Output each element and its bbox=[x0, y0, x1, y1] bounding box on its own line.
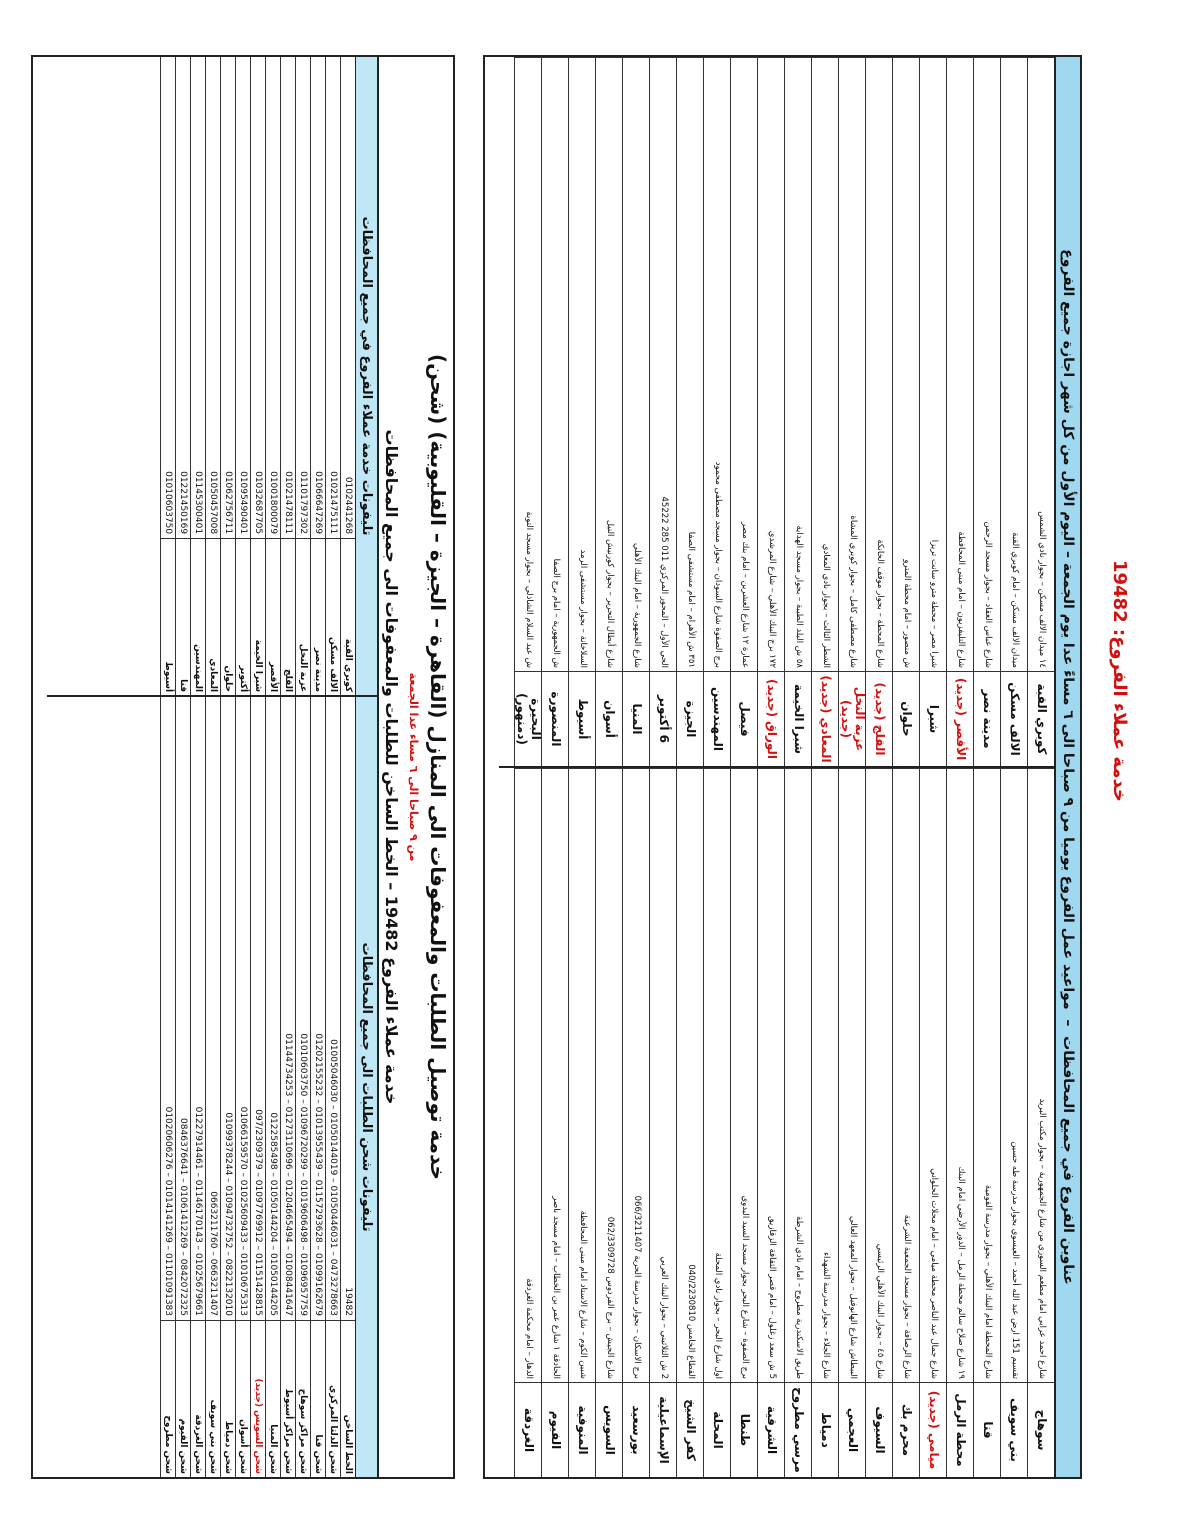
shipping-phone-row bbox=[175, 697, 190, 1477]
shipping-phone-row bbox=[190, 697, 205, 1477]
branch-name: 6 أكتوبر bbox=[649, 671, 676, 766]
shipping-phones-title: تليفونات شحن الطلبات الى جميع المحافظات bbox=[355, 697, 377, 1477]
phone-label: المعادي bbox=[206, 538, 220, 695]
phone-label: كوبري القبة bbox=[341, 538, 355, 695]
branch-address: شارع أبطال التحرير – بجوار كورنيش النيل bbox=[595, 57, 622, 671]
phone-label: شحن المنيا bbox=[266, 1320, 280, 1477]
shipping-phones-list bbox=[160, 697, 355, 1477]
branch-phones-list bbox=[160, 57, 355, 695]
phone-number: 01050457008 bbox=[208, 471, 218, 535]
branch-name: السيوف bbox=[865, 1382, 892, 1477]
phone-label: شحن قنا bbox=[311, 1320, 325, 1477]
branch-name: الفيوم bbox=[541, 1382, 568, 1477]
branch-address: شارع ٤٥ – بجوار البنك الأهلي الرئيسي bbox=[865, 768, 892, 1382]
branch-address: ١٤ ميدان الالف مسكن – بجوار نادي الشمس bbox=[1027, 57, 1054, 671]
branch-phone-row bbox=[340, 57, 355, 695]
phone-number: 01010603750 – 01096720299 – 01019606498 – 01096957759 bbox=[298, 1033, 308, 1316]
phone-number: 0663211760 – 0663211407 bbox=[208, 1191, 218, 1316]
branch-name: الوراق (جديد) bbox=[757, 671, 784, 766]
branch-phone-row bbox=[265, 57, 280, 695]
shipping-phone-row bbox=[340, 697, 355, 1477]
branch-address: ٥٨ ش البلد الطيبة – بجوار مسجد الهداية bbox=[784, 57, 811, 671]
branch-address: اول شارع البحر – بجوار نادي المحلة bbox=[703, 768, 730, 1382]
phone-label: حلوان bbox=[221, 538, 235, 695]
branch-address: ش الجمهورية – امام برج الصفا bbox=[541, 57, 568, 671]
branch-address: 5 ش سعد زغلول – امام قصر الثقافة الزقازيق bbox=[757, 768, 784, 1382]
delivery-hotline: خدمة عملاء الفروع 19482 – الخط الساخن للطلبات والمعفوفات الى جميع المحافظات bbox=[382, 429, 401, 1105]
phone-number: 01066159570 – 01025609433 – 01010675313 bbox=[238, 1106, 248, 1316]
branch-address: شارع المحطة – بجوار موقف الخانكة bbox=[865, 57, 892, 671]
shipping-phone-row bbox=[265, 697, 280, 1477]
shipping-phones-panel bbox=[31, 55, 455, 1479]
phone-number: 01202155232 – 01013955439 – 01157293628 – 01099162679 bbox=[313, 1033, 323, 1316]
shipping-phone-row bbox=[310, 697, 325, 1477]
phone-label: شحن بني سويف bbox=[206, 1320, 220, 1477]
phone-label: أكتوبر bbox=[236, 538, 250, 695]
branch-name: سوهاج bbox=[1027, 1382, 1054, 1477]
phone-number: 0102441268 bbox=[343, 476, 353, 535]
branch-phone-row bbox=[190, 57, 205, 695]
branch-address: القطاع الخامس 040/2230810 bbox=[676, 768, 703, 1382]
branch-name: المهندسين bbox=[703, 671, 730, 766]
branch-address: السلاخانة – بجوار مستشفى الرمد bbox=[568, 57, 595, 671]
branch-address: ش عبد السلام الشاذلي – بجوار مسجد التوبة bbox=[514, 57, 541, 671]
delivery-note: من ٩ صباحا الى ٦ مساء عدا الجمعة bbox=[407, 672, 420, 862]
branches-right-table bbox=[499, 766, 1054, 1477]
branch-name: مرسي مطروح bbox=[784, 1382, 811, 1477]
branch-phone-row bbox=[325, 57, 340, 695]
branch-name: بني سويف bbox=[1000, 1382, 1027, 1477]
branch-phone-row bbox=[280, 57, 295, 695]
branch-phone-row bbox=[205, 57, 220, 695]
branch-address: شبرا مصر – محطة مترو سانت تريزا bbox=[919, 57, 946, 671]
branch-name: دمياط bbox=[811, 1382, 838, 1477]
branch-phone-row bbox=[160, 57, 175, 695]
branch-name: المنيا bbox=[622, 671, 649, 766]
shipping-phone-row bbox=[325, 697, 340, 1477]
branch-name: المحلة bbox=[703, 1382, 730, 1477]
branch-addresses-title: عناوين الفروع في جميع المحافظات bbox=[1060, 1036, 1076, 1285]
branch-address: 2 ش الثلاثيني – بجوار البنك العربي bbox=[649, 768, 676, 1382]
branch-address: الشطر الثالث – بجوار نادي المعادي bbox=[811, 57, 838, 671]
phone-number: 01010603750 bbox=[163, 471, 173, 535]
phone-number: 01145300401 bbox=[193, 471, 203, 535]
branch-name: الالف مسكن bbox=[1000, 671, 1027, 766]
branch-name: الإسماعيلية bbox=[649, 1382, 676, 1477]
phone-number: 01062756711 bbox=[223, 471, 233, 535]
phone-number: 01021478111 bbox=[283, 471, 293, 535]
branch-phone-row bbox=[220, 57, 235, 695]
shipping-phone-row bbox=[220, 697, 235, 1477]
shipping-phone-row bbox=[205, 697, 220, 1477]
shipping-phones-column bbox=[47, 695, 377, 1477]
phone-number: 01099378244 – 01094732752 – 0822132010 bbox=[223, 1112, 233, 1316]
branch-name: شبرا bbox=[919, 671, 946, 766]
branch-address: شارع عباس العقاد – بجوار مسجد الرحمن bbox=[973, 57, 1000, 671]
branch-name: محطة الرمل bbox=[946, 1382, 973, 1477]
branch-name: كفر الشيخ bbox=[676, 1382, 703, 1477]
phone-label: قنا bbox=[176, 538, 190, 695]
phone-label: القلج bbox=[281, 538, 295, 695]
phone-label: الأقصر bbox=[266, 538, 280, 695]
branch-name: المنوفية bbox=[568, 1382, 595, 1477]
branch-address: شارع الرصافة – بجوار مسجد الجمعية الشرعية bbox=[892, 768, 919, 1382]
branch-address: برج الاسكان – بجوار مدرسة الحرية 066/3211407 bbox=[622, 768, 649, 1382]
branch-phone-row bbox=[250, 57, 265, 695]
branch-addresses-panel bbox=[483, 55, 1082, 1479]
branch-address: طريق الاسكندرية مطروح – امام نادي الشرطة bbox=[784, 768, 811, 1382]
branch-name: أسيوط bbox=[568, 671, 595, 766]
phone-number: 01021475111 bbox=[328, 471, 338, 535]
phone-label: شحن الدلتا المركزي bbox=[326, 1320, 340, 1477]
branches-left-table bbox=[499, 57, 1054, 766]
branch-address: الدهار – امام محكمة الغردقة bbox=[514, 768, 541, 1382]
branch-name: المنصورة bbox=[541, 671, 568, 766]
phone-label: شحن أسوان bbox=[236, 1320, 250, 1477]
phone-label: شحن دمياط bbox=[221, 1320, 235, 1477]
branch-phone-row bbox=[295, 57, 310, 695]
branch-name: الأقصر (جديد) bbox=[946, 671, 973, 766]
branch-phone-row bbox=[235, 57, 250, 695]
branch-address: تقسيم 151 ارض عبد الله أحمد – العيسوي بجوار مدرسة طه حسين bbox=[1000, 768, 1027, 1382]
branch-name: الجيزة bbox=[676, 671, 703, 766]
branch-address: ٣٥١ ش الأهرام – امام مستشفى الصفا bbox=[676, 57, 703, 671]
branch-name: حلوان bbox=[892, 671, 919, 766]
phone-number: 01001800079 bbox=[268, 471, 278, 535]
phone-number: 01095490401 bbox=[238, 471, 248, 535]
phone-label: شحن السويس (جديد) bbox=[251, 1320, 265, 1477]
shipping-phone-row bbox=[235, 697, 250, 1477]
branch-address: البيطاش شارع الهانوفيل – بجوار المعهد العالي bbox=[838, 768, 865, 1382]
phone-label: عزبة النخل bbox=[296, 538, 310, 695]
branch-address: ١٩ شارع صلاح سالم محطة الرمل – الدور الأرضي امام البنك bbox=[946, 768, 973, 1382]
phone-number: 01144734253 – 01273110696 – 01204665494 – 01008441647 bbox=[283, 1033, 293, 1316]
branch-name: أسوان bbox=[595, 671, 622, 766]
phone-label: شحن الغردقة bbox=[191, 1320, 205, 1477]
branch-phones-title: تليفونات خدمة عملاء الفروع في جميع المحافظات bbox=[355, 57, 377, 695]
branch-address: ١٧٢ برج البنك الأهلي – شارع المرشدي bbox=[757, 57, 784, 671]
phone-label: المهندسين bbox=[191, 538, 205, 695]
phone-number: 01227914461 – 01146170143 – 01025679661 bbox=[193, 1106, 203, 1316]
branch-address: شارع المحطة امام البنك الأهلي – بجوار مدرسة القومية bbox=[973, 768, 1000, 1382]
branch-address: شارع جمال عبد الناصر محطة ميامي – امام محلات الحلواني bbox=[919, 768, 946, 1382]
branch-name: فيصل bbox=[730, 671, 757, 766]
branch-addresses-banner: عناوين الفروع في جميع المحافظات – مواعيد عمل الفروع يوميا من ٩ صباحا الى ٦ مساءً عدا يوم الجمعة – اليوم الأول من كل شهر اجازة جميع الفروع bbox=[1054, 57, 1080, 1477]
phone-label: أسيوط bbox=[161, 538, 175, 695]
phone-label: الخط الساخن bbox=[341, 1320, 355, 1477]
branch-name: العجمي bbox=[838, 1382, 865, 1477]
branch-address: شارع الجيش – برج الفردوس 062/3309728 bbox=[595, 768, 622, 1382]
branch-address: شارع احمد عرابي امام مطعم السوري من شارع الجمهورية – بجوار مكتب البريد bbox=[1027, 768, 1054, 1382]
branch-name: الشرقية bbox=[757, 1382, 784, 1477]
branch-name: شبرا الخيمة bbox=[784, 671, 811, 766]
branch-address: ميدان الالف مسكن – امام كوبري القبة bbox=[1000, 57, 1027, 671]
phone-number: 01221450169 bbox=[178, 471, 188, 535]
branch-address: ش منصور – امام محطة المترو bbox=[892, 57, 919, 671]
phone-number: 19482 bbox=[343, 1287, 353, 1316]
shipping-phone-row bbox=[280, 697, 295, 1477]
phone-label: شحن مراكز سوهاج bbox=[296, 1320, 310, 1477]
phone-label: الالف مسكن bbox=[326, 538, 340, 695]
phone-number: 01066647269 bbox=[313, 471, 323, 535]
phone-number: 01101797302 bbox=[298, 471, 308, 535]
phone-label: شبرا الخيمة bbox=[251, 538, 265, 695]
branch-name: القلج (جديد) bbox=[865, 671, 892, 766]
phone-label: شحن الفيوم bbox=[176, 1320, 190, 1477]
shipping-phone-row bbox=[160, 697, 175, 1477]
branch-address: الحادقة ١ شارع عمر بن الخطاب – امام مسجد ناصر bbox=[541, 768, 568, 1382]
branch-address: شارع التليفزيون – امام مبنى المحافظة bbox=[946, 57, 973, 671]
branch-phone-row bbox=[310, 57, 325, 695]
branch-name: قنا bbox=[973, 1382, 1000, 1477]
branch-name: المعادي (جديد) bbox=[811, 671, 838, 766]
phone-number: 01032687705 bbox=[253, 471, 263, 535]
customer-service-stamp: خدمة عملاء الفروع: 19482 bbox=[1109, 560, 1130, 802]
working-hours: مواعيد عمل الفروع يوميا من ٩ صباحا الى ٦ مساءً عدا يوم الجمعة – اليوم الأول من كل شهر اجازة جميع الفروع bbox=[1060, 249, 1076, 1010]
phone-label: شحن مراكز أسيوط bbox=[281, 1320, 295, 1477]
branch-name: مدينة نصر bbox=[973, 671, 1000, 766]
branch-name: طنطا bbox=[730, 1382, 757, 1477]
phone-label: مدينة نصر bbox=[311, 538, 325, 695]
branch-address: شارع الجلاء – بجوار مدرسة الشهداء bbox=[811, 768, 838, 1382]
phone-number: 01020606276 – 01014141269 – 01101091383 bbox=[163, 1106, 173, 1316]
branch-name: محرم بك bbox=[892, 1382, 919, 1477]
branch-phone-row bbox=[175, 57, 190, 695]
branch-name: ميامي (جديد) bbox=[919, 1382, 946, 1477]
shipping-phone-row bbox=[295, 697, 310, 1477]
phone-number: 0122585498 – 01050144204 – 01050144205 bbox=[268, 1112, 278, 1316]
branch-name: بورسعيد bbox=[622, 1382, 649, 1477]
branch-phones-column bbox=[47, 57, 377, 695]
branch-name: الغردقة bbox=[514, 1382, 541, 1477]
branch-name: السويس bbox=[595, 1382, 622, 1477]
phone-number: 0846376641 – 01061412269 – 0842072325 bbox=[178, 1118, 188, 1316]
phone-label: شحن مطروح bbox=[161, 1320, 175, 1477]
branch-name: عزبة النخل (جديد) bbox=[838, 671, 865, 766]
branch-address: الحي الأول – المحور المركزي 011 285 45222 bbox=[649, 57, 676, 671]
phone-number: 097/2309379 – 01097769912 – 01151428815 bbox=[253, 1109, 263, 1316]
branch-name: البحيرة (دمنهور) bbox=[514, 671, 541, 766]
delivery-title: خدمة توصيل الطلبات والمعفوفات الى المنازل (القاهرة – الجيزة – القليوبية) (شحن) bbox=[426, 354, 450, 1180]
branch-address: عمارة ١٢ شارع العشرين – امام بنك مصر bbox=[730, 57, 757, 671]
phone-number: 01005046030 – 01050144019 – 01050446031 – 0473278663 bbox=[328, 1039, 338, 1316]
shipping-phone-row bbox=[250, 697, 265, 1477]
branch-name: كوبري القبة bbox=[1027, 671, 1054, 766]
branch-address: شارع مصطفى كامل – بجوار كوبري المشاة bbox=[838, 57, 865, 671]
branch-address: برج الصفوة – شارع البحر بجوار مسجد السيد البدوي bbox=[730, 768, 757, 1382]
branch-address: برج الصفوة شارع السودان – بجوار مسجد مصطفى محمود bbox=[703, 57, 730, 671]
branch-address: شارع الجمهورية – امام البنك الأهلي bbox=[622, 57, 649, 671]
branch-address: شبين الكوم – شارع الاستاد امام مبنى المحافظة bbox=[568, 768, 595, 1382]
